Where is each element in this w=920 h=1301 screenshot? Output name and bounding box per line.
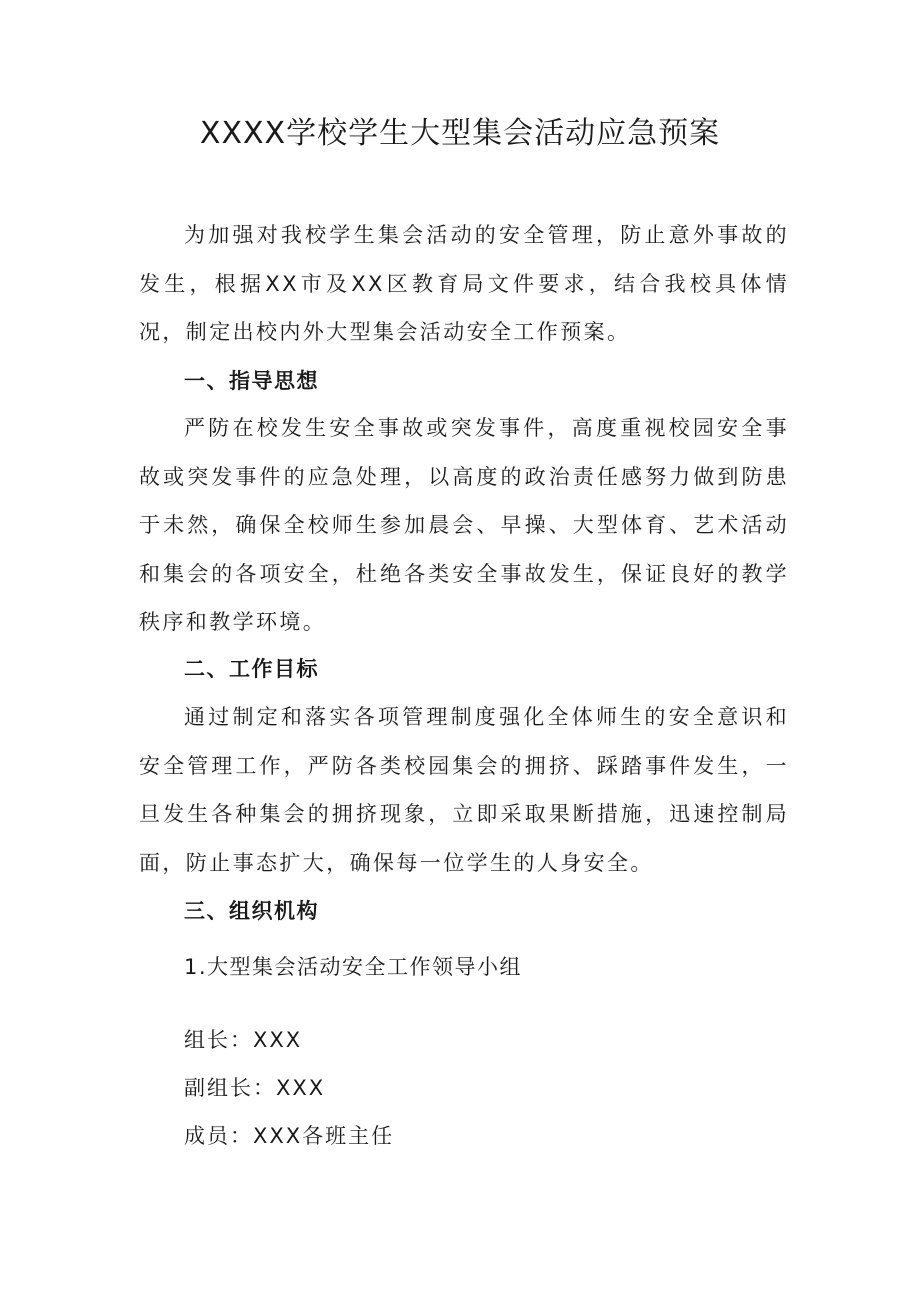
section-paragraph: 严防在校发生安全事故或突发事件，高度重视校园安全事故或突发事件的应急处理，以高度的政治责任感努力做到防患于未然，确保全校师生参加晨会、早操、大型体育、艺术活动和集会的各项安全，杜绝各类安全事故发生，保证良好的教学秩序和教学环境。: [139, 416, 789, 634]
subsection-title: 1.大型集会活动安全工作领导小组: [184, 955, 523, 979]
member-line-leader: [139, 1016, 789, 1064]
section-paragraph: 通过制定和落实各项管理制度强化全体师生的安全意识和安全管理工作，严防各类校园集会的拥挤、踩踏事件发生，一旦发生各种集会的拥挤现象，立即采取果断措施，迅速控制局面，防止事态扩大，确保每一位学生的人身安全。: [139, 705, 789, 875]
member-line: 组长：XXX: [184, 1028, 303, 1052]
section-work-goals: [139, 645, 789, 693]
section-heading: 二、工作目标: [184, 657, 319, 681]
subsection-leadership-group: [139, 943, 789, 991]
member-line: 副组长：XXX: [184, 1076, 326, 1100]
member-line-members: [139, 1112, 789, 1160]
section-guiding-ideology-body: [139, 404, 789, 647]
document-title: XXXX学校学生大型集会活动应急预案: [199, 116, 721, 151]
section-organization: [139, 887, 789, 935]
intro-paragraph: 为加强对我校学生集会活动的安全管理，防止意外事故的发生，根据XX市及XX区教育局文件要求，结合我校具体情况，制定出校内外大型集会活动安全工作预案。: [139, 223, 789, 344]
section-heading: 三、组织机构: [184, 899, 319, 923]
member-line: 成员：XXX各班主任: [184, 1124, 395, 1148]
section-guiding-ideology: [139, 357, 789, 405]
section-heading: 一、指导思想: [184, 369, 319, 393]
intro-block: [139, 211, 789, 357]
section-work-goals-body: [139, 693, 789, 887]
member-line-deputy: [139, 1064, 789, 1112]
